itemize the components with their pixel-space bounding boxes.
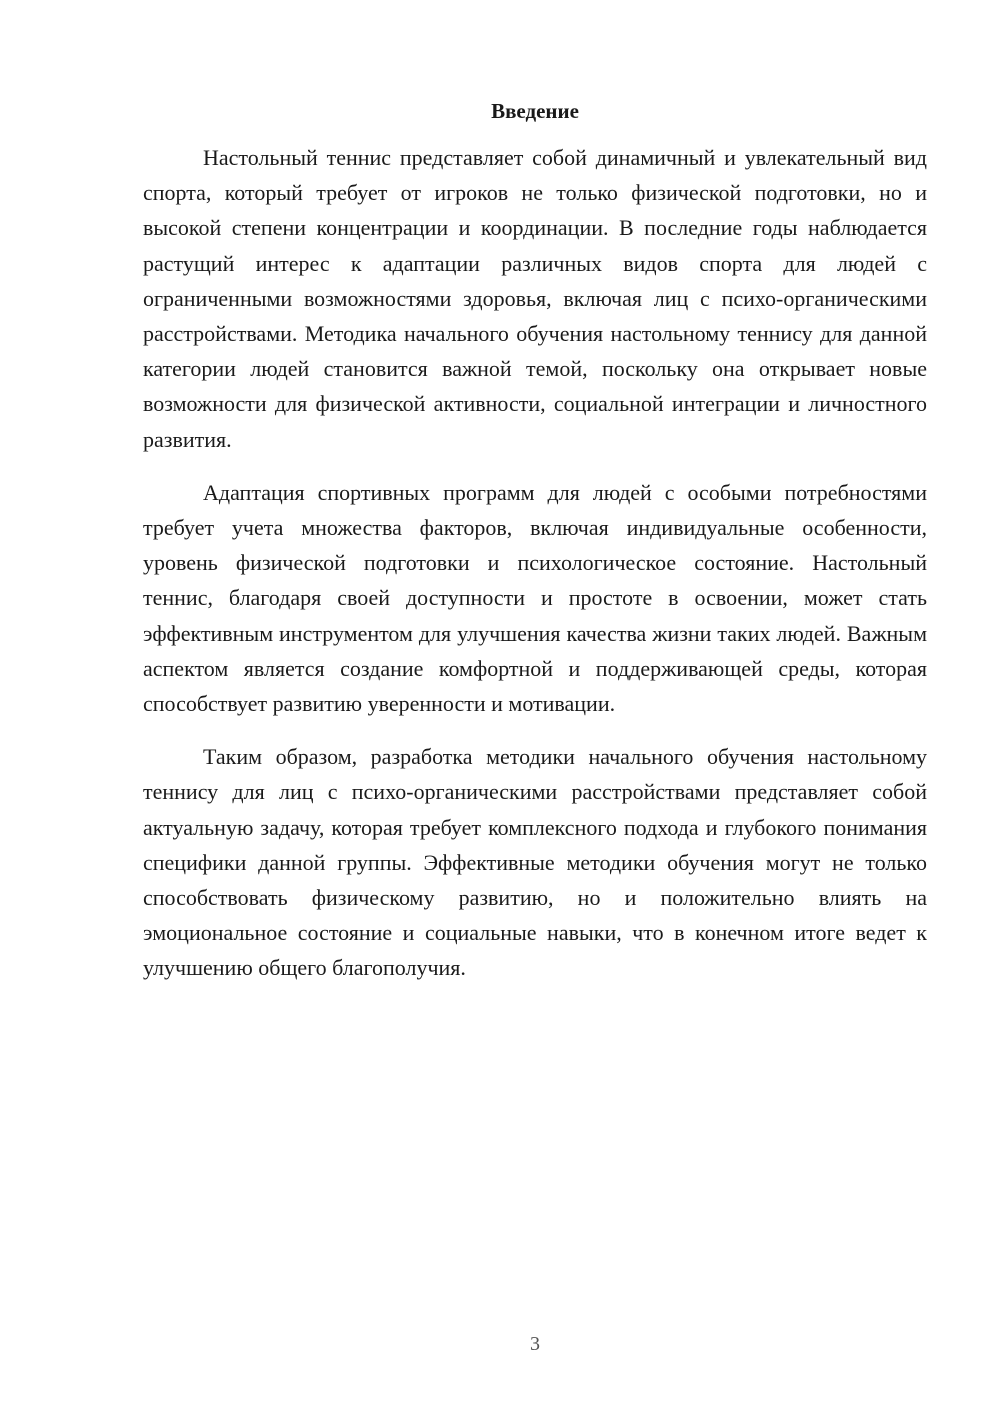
paragraph-1: Настольный теннис представляет собой динамичный и увлекательный вид спорта, который требует от игроков не только физической подготовки, но и высокой степени концентрации и координации. В последние годы наблюдается растущий интерес к адаптации различных видов спорта для людей с ограниченными возможностями здоровья, включая лиц с психо-органическими расстройствами. Методика начального обучения настольному теннису для данной категории людей становится важной темой, поскольку она открывает новые возможности для физической активности, социальной интеграции и личностного развития. [143, 145, 927, 452]
paragraph-2: Адаптация спортивных программ для людей с особыми потребностями требует учета множества факторов, включая индивидуальные особенности, уровень физической подготовки и психологическое состояние. Настольный теннис, благодаря своей доступности и простоте в освоении, может стать эффективным инструментом для улучшения качества жизни таких людей. Важным аспектом является создание комфортной и поддерживающей среды, которая способствует развитию уверенности и мотивации. [143, 479, 927, 717]
page-number: 3 [530, 1333, 540, 1355]
section-title: Введение [491, 99, 579, 123]
paragraph-3: Таким образом, разработка методики начального обучения настольному теннису для лиц с психо-органическими расстройствами представляет собой актуальную задачу, которая требует комплексного подхода и глубокого понимания специфики данной группы. Эффективные методики обучения могут не только способствовать физическому развитию, но и положительно влиять на эмоциональное состояние и социальные навыки, что в конечном итоге ведет к улучшению общего благополучия. [143, 744, 927, 981]
document-body [143, 96, 927, 986]
